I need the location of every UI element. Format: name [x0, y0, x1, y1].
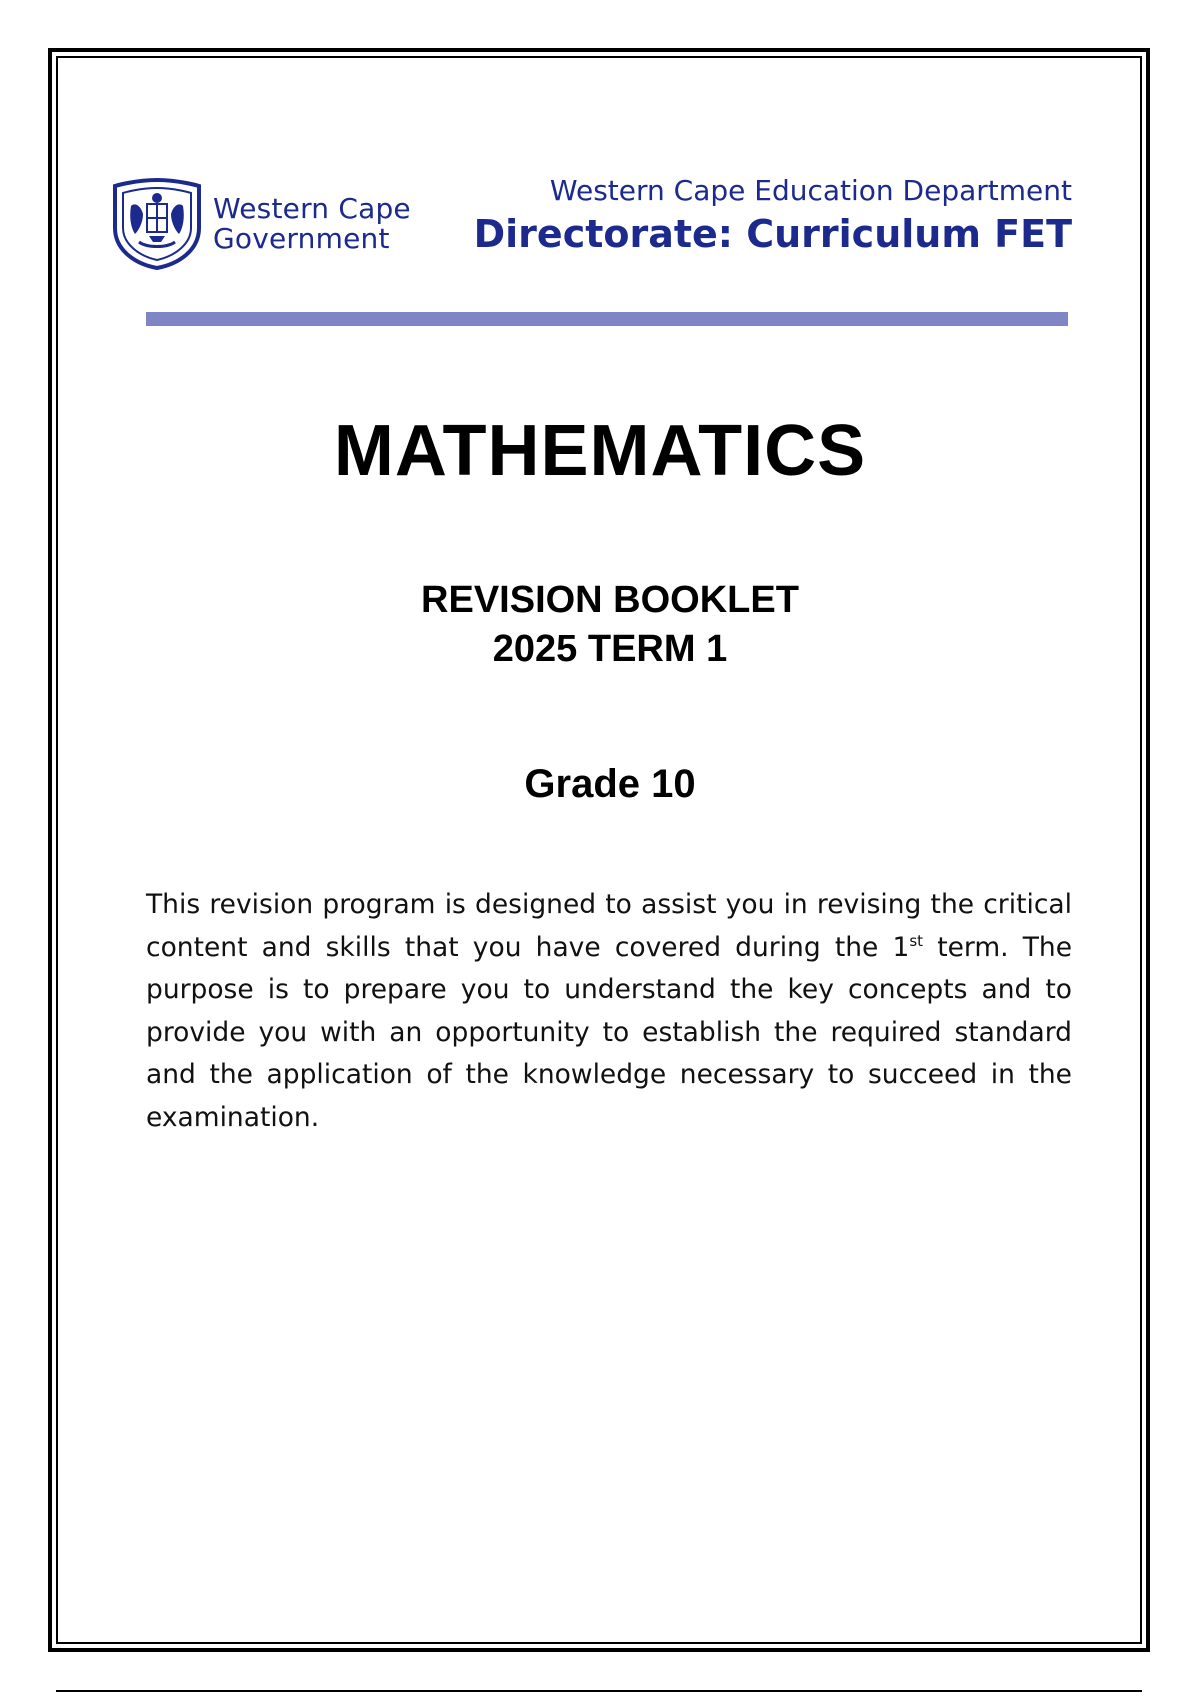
logo-line-1: Western Cape: [213, 192, 411, 225]
booklet-subtitle: [0, 576, 1200, 674]
page-border-inner: [56, 56, 1142, 1644]
logo-wordmark: [213, 194, 411, 254]
intro-paragraph: [146, 884, 1072, 1139]
directorate-name: Directorate: Curriculum FET: [473, 212, 1072, 256]
western-cape-crest-icon: [109, 176, 205, 272]
intro-superscript: st: [909, 931, 924, 950]
booklet-line-1: REVISION BOOKLET: [421, 579, 799, 621]
department-name: Western Cape Education Department: [549, 174, 1072, 207]
department-heading: [474, 174, 1072, 258]
logo-line-2: Government: [213, 222, 390, 255]
grade-label: Grade 10: [524, 762, 696, 806]
western-cape-government-logo: [109, 176, 411, 272]
intro-text-part-1: This revision program is designed to assist you in revising the critical content and skills that you have covered during the 1: [146, 889, 1072, 963]
booklet-line-2: 2025 TERM 1: [492, 628, 728, 670]
intro-text-part-2: term. The purpose is to prepare you to understand the key concepts and to provide you with an opportunity to establish the required standard and the application of the knowledge necessary to succeed in the examination.: [146, 931, 1073, 1133]
footer-divider: [56, 1690, 1142, 1692]
subject-title: MATHEMATICS: [333, 411, 867, 491]
header-divider: [146, 312, 1068, 326]
